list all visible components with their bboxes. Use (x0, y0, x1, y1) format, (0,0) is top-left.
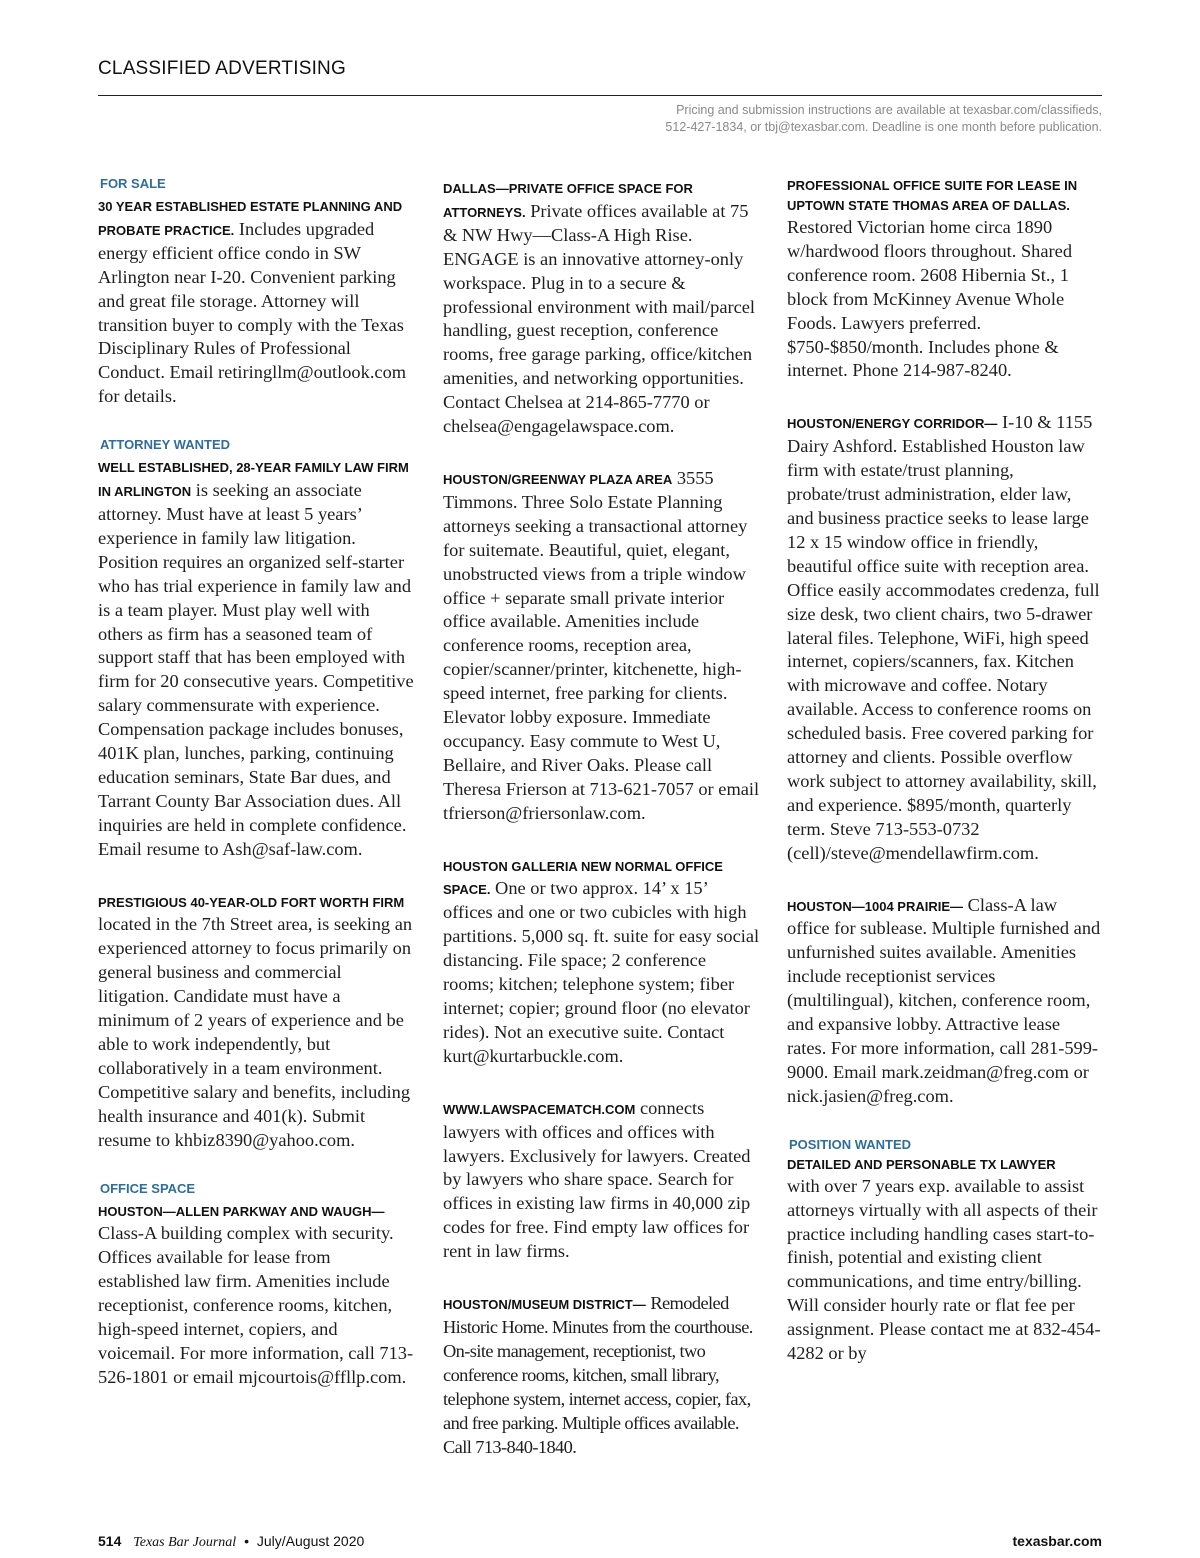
classified-ad (98, 455, 416, 861)
ad-body: with over 7 years exp. available to assist attorneys virtually with all aspects of their practice including handling cases start-to-finish, potential and existing client communications, and time entry/billing. Will consider hourly rate or flat fee per assignment. Please contact me at 832-454-4282 or by (787, 1175, 1101, 1364)
classified-ad (443, 467, 761, 826)
column-1 (98, 176, 416, 1418)
column-3 (787, 176, 1102, 1394)
ad-title: HOUSTON GALLERIA NEW NORMAL OFFICE SPACE. (443, 858, 723, 898)
section-office-space: OFFICE SPACE (100, 1180, 196, 1196)
ad-title: PRESTIGIOUS 40-YEAR-OLD FORT WORTH FIRM (98, 894, 405, 910)
classified-ad (443, 1097, 761, 1264)
ad-body: connects lawyers with offices and offices with lawyers. Exclusively for lawyers. Created by lawyers who share space. Search for offices in existing law firms in 40,000 zip codes for free. Find empty law offices for rent in law firms. (443, 1097, 751, 1262)
ad-title: HOUSTON/GREENWAY PLAZA AREA (443, 471, 673, 487)
footer-site-link[interactable]: texasbar.com (1012, 1533, 1102, 1549)
classified-ad (443, 854, 761, 1069)
pricing-line-2: 512-427-1834, or tbj@texasbar.com. Deadline is one month before publication. (665, 120, 1102, 134)
ad-title: PROFESSIONAL OFFICE SUITE FOR LEASE IN UPTOWN STATE THOMAS AREA OF DALLAS. (787, 178, 1078, 213)
ad-title: DETAILED AND PERSONABLE TX LAWYER (787, 1156, 1056, 1172)
ad-title: WELL ESTABLISHED, 28-YEAR FAMILY LAW FIRM IN ARLINGTON (98, 460, 409, 500)
classified-ad (98, 1199, 416, 1390)
ad-body: Restored Victorian home circa 1890 w/hardwood floors throughout. Shared conference room. 2608 Hibernia St., 1 block from McKinney Avenue Whole Foods. Lawyers preferred. $750-$850/month. Includes phone & internet. Phone 214-987-8240. (787, 217, 1073, 381)
ad-body: Class-A building complex with security. Offices available for lease from established law firm. Amenities include receptionist, conference rooms, kitchen, high-speed internet, copiers, and voicemail. For more information, call 713-526-1801 or email mjcourtois@ffllp.com. (98, 1223, 414, 1387)
ad-title: HOUSTON/MUSEUM DISTRICT— (443, 1297, 646, 1313)
page-number: 514 (98, 1533, 122, 1549)
classified-ad (787, 411, 1102, 865)
classified-ad (787, 176, 1102, 383)
ad-body: Includes upgraded energy efficient office condo in SW Arlington near I-20. Convenient parking and great file storage. Attorney will transition buyer to comply with the Texas Disciplinary Rules of Professional Conduct. Email retiringllm@outlook.com for details. (98, 218, 407, 407)
ad-body: is seeking an associate attorney. Must have at least 5 years’ experience in family law litigation. Position requires an organized self-starter who has trial experience in family law and is a team player. Must play well with others as firm has a seasoned team of support staff that has been employed with firm for 20 consecutive years. Competitive salary commensurate with experience. Compensation package includes bonuses, 401K plan, lunches, parking, continuing education seminars, State Bar dues, and Tarrant County Bar Association dues. All inquiries are held in complete confidence. Email resume to Ash@saf-law.com. (98, 480, 414, 859)
header-divider (98, 95, 1102, 96)
ad-body: I-10 & 1155 Dairy Ashford. Established Houston law firm with estate/trust planning, probate/trust administration, elder law, and business practice seeks to lease large 12 x 15 window office in friendly, beautiful office suite with reception area. Office easily accommodates credenza, full size desk, two client chairs, two 5-drawer lateral files. Telephone, WiFi, high speed internet, copiers/scanners, fax. Kitchen with microwave and coffee. Notary available. Access to conference rooms on scheduled basis. Free covered parking for attorney and clients. Possible overflow work subject to attorney availability, skill, and experience. $895/month, quarterly term. Steve 713-553-0732 (cell)/steve@mendellawfirm.com. (787, 412, 1100, 863)
classified-ad (98, 890, 416, 1153)
ad-title: WWW.LAWSPACEMATCH.COM (443, 1101, 636, 1117)
ad-body: Class-A law office for sublease. Multiple furnished and unfurnished suites available. Amenities include receptionist services (multilingual), kitchen, conference room, and expansive lobby. Attractive lease rates. For more information, call 281-599-9000. Email mark.zeidman@freg.com or nick.jasien@freg.com. (787, 894, 1101, 1106)
classified-ad (787, 1155, 1102, 1366)
footer-bullet: • (244, 1533, 249, 1549)
section-for-sale: FOR SALE (100, 176, 166, 191)
classified-ad (443, 1292, 761, 1459)
column-2 (443, 176, 761, 1487)
pricing-line-1: Pricing and submission instructions are available at texasbar.com/classifieds, (676, 103, 1102, 117)
section-position-wanted: POSITION WANTED (789, 1136, 912, 1152)
classified-ad (787, 894, 1102, 1109)
classified-ad (443, 176, 761, 439)
ad-title: DALLAS—PRIVATE OFFICE SPACE FOR ATTORNEYS. (443, 181, 693, 220)
ad-body: 3555 Timmons. Three Solo Estate Planning attorneys seeking a transactional attorney for suitemate. Beautiful, quiet, elegant, unobstructed views from a triple window office + separate small private interior office available. Amenities include conference rooms, reception area, copier/scanner/printer, kitchenette, high-speed internet, free parking for clients. Elevator lobby exposure. Immediate occupancy. Easy commute to West U, Bellaire, and River Oaks. Please call Theresa Frierson at 713-621-7057 or email tfrierson@friersonlaw.com. (443, 467, 760, 823)
ad-title: HOUSTON/ENERGY CORRIDOR— (787, 416, 998, 432)
ad-title: 30 YEAR ESTABLISHED ESTATE PLANNING AND PROBATE PRACTICE. (98, 199, 403, 238)
journal-name: Texas Bar Journal (133, 1535, 237, 1550)
page-footer (98, 1533, 1102, 1555)
ad-body: One or two approx. 14’ x 15’ offices and one or two cubicles with high partitions. 5,000 sq. ft. suite for easy social distancing. File space; 2 conference rooms; kitchen; telephone system; fiber internet; copier; ground floor (no elevator rides). Not an executive suite. Contact kurt@kurtarbuckle.com. (443, 878, 760, 1066)
section-attorney-wanted: ATTORNEY WANTED (100, 437, 231, 453)
ad-body: located in the 7th Street area, is seeking an experienced attorney to focus primarily on general business and commercial litigation. Candidate must have a minimum of 2 years of experience and be able to work independently, but collaboratively in a team environment. Competitive salary and benefits, including health insurance and 401(k). Submit resume to khbiz8390@yahoo.com. (98, 914, 413, 1150)
ad-title: HOUSTON—1004 PRAIRIE— (787, 898, 964, 914)
section-header-title: CLASSIFIED ADVERTISING (98, 58, 346, 79)
ad-body: Remodeled Historic Home. Minutes from the courthouse. On-site management, receptionist, two conference rooms, kitchen, small library, telephone system, internet access, copier, fax, and free parking. Multiple offices available. Call 713-840-1840. (443, 1293, 753, 1457)
ad-body: Private offices available at 75 & NW Hwy—Class-A High Rise. ENGAGE is an innovative attorney-only workspace. Plug in to a secure & professional environment with mail/parcel handling, guest reception, conference rooms, free garage parking, office/kitchen amenities, and networking opportunities. Contact Chelsea at 214-865-7770 or chelsea@engagelawspace.com. (443, 200, 756, 437)
pricing-note (542, 102, 1102, 136)
issue-date: July/August 2020 (256, 1533, 365, 1549)
ad-title: HOUSTON—ALLEN PARKWAY AND WAUGH— (98, 1203, 385, 1219)
classified-ad (98, 194, 416, 409)
